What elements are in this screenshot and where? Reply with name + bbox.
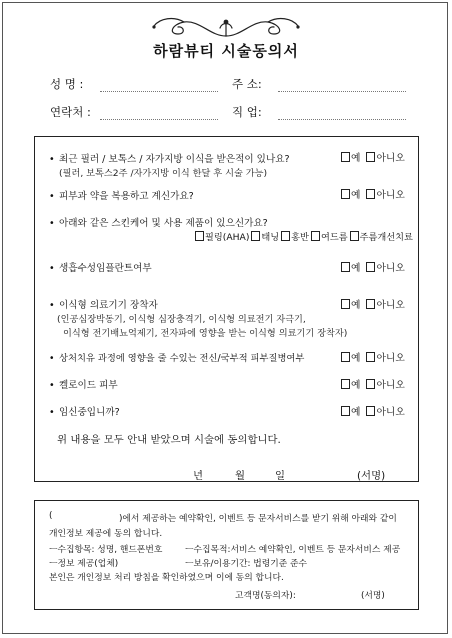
checkbox-yes[interactable]: [341, 299, 350, 309]
checkbox-yes[interactable]: [341, 352, 350, 362]
checkbox-peeling[interactable]: [195, 231, 204, 241]
question-recent-filler-note: (필러, 보톡스2주 /자가지방 이식 한달 후 시술 가능): [59, 168, 268, 179]
name-field[interactable]: [100, 91, 218, 92]
address-field[interactable]: [278, 91, 406, 92]
checkbox-yes[interactable]: [341, 152, 350, 162]
question-implanted-device-answer: 예 아니오: [341, 297, 405, 311]
checkbox-no[interactable]: [366, 189, 375, 199]
question-dermatology-meds-answer: 예 아니오: [341, 187, 405, 201]
privacy-intro: )에서 제공하는 예약확인, 이벤트 등 문자서비스를 받기 위해 아래와 같이: [119, 514, 397, 524]
checkbox-no[interactable]: [366, 262, 375, 272]
option-tanning: 태닝: [251, 229, 279, 243]
checkbox-acne[interactable]: [311, 231, 320, 241]
skincare-options: [195, 229, 415, 243]
privacy-retention: ㅡ보유/이용기간: 법령기준 준수: [185, 559, 307, 569]
privacy-intro-cont: 개인정보 제공에 동의 합니다.: [49, 529, 163, 539]
date-year: 년: [193, 470, 204, 482]
question-implanted-device-note-2: 이식형 전기배뇨억제기, 전자파에 영향을 받는 이식형 의료기기 장착자): [63, 328, 348, 339]
contact-field[interactable]: [100, 119, 218, 120]
consent-signature: (서명): [357, 470, 386, 482]
question-recent-filler: • 최근 필러 / 보톡스 / 자가지방 이식을 받은적이 있나요?: [49, 154, 290, 165]
question-bioabsorbable-implant: • 생흡수성임플란트여부: [49, 263, 152, 274]
privacy-collected-items: ㅡ수집항목: 성명, 핸드폰번호: [49, 545, 163, 555]
question-skin-disease-answer: 예 아니오: [341, 350, 405, 364]
consent-statement: 위 내용을 모두 안내 받았으며 시술에 동의합니다.: [57, 434, 281, 446]
question-keloid-answer: 예 아니오: [341, 377, 405, 391]
job-field[interactable]: [278, 119, 406, 120]
question-pregnancy: • 임신중입니까?: [49, 407, 120, 418]
question-keloid: • 켈로이드 피부: [49, 380, 118, 391]
option-peeling: 필링(AHA): [195, 229, 249, 243]
contact-label: 연락처 :: [50, 105, 91, 119]
checkbox-yes[interactable]: [341, 379, 350, 389]
checkbox-erythema[interactable]: [281, 231, 290, 241]
ornament-flourish: [150, 14, 302, 40]
privacy-consent-section: [34, 500, 419, 610]
question-skincare-products: • 아래와 같은 스킨케어 및 사용 제품이 있으신가요?: [49, 218, 268, 229]
option-acne: 여드름: [311, 229, 348, 243]
privacy-confirm: 본인은 개인정보 처리 방침을 확인하였으며 이에 동의 합니다.: [49, 573, 284, 583]
question-skin-disease: • 상처치유 과정에 영향을 줄 수있는 전신/국부적 피부질병여부: [49, 353, 305, 364]
privacy-signature: (서명): [361, 591, 385, 601]
date-month: 월: [235, 470, 246, 482]
job-label: 직 업:: [232, 105, 262, 119]
checkbox-yes[interactable]: [341, 406, 350, 416]
checkbox-wrinkle[interactable]: [350, 231, 359, 241]
name-label: 성 명 :: [50, 77, 84, 91]
page-title: 하람뷰티 시술동의서: [153, 42, 299, 60]
question-bioabsorbable-implant-answer: 예 아니오: [341, 260, 405, 274]
checkbox-yes[interactable]: [341, 262, 350, 272]
question-dermatology-meds: • 피부과 약을 복용하고 계신가요?: [49, 191, 194, 202]
question-pregnancy-answer: 예 아니오: [341, 404, 405, 418]
checkbox-no[interactable]: [366, 406, 375, 416]
question-implanted-device-note-1: (인공심장박동기, 이식형 심장충격기, 이식형 의료전기 자극기,: [57, 314, 306, 325]
option-wrinkle: 주름개선치료: [350, 229, 413, 243]
checkbox-no[interactable]: [366, 352, 375, 362]
question-implanted-device: • 이식형 의료기기 장착자: [49, 300, 158, 311]
checkbox-no[interactable]: [366, 299, 375, 309]
questionnaire-section: [34, 136, 419, 482]
privacy-customer-label: 고객명(동의자):: [235, 591, 296, 601]
checkbox-yes[interactable]: [341, 189, 350, 199]
checkbox-tanning[interactable]: [251, 231, 260, 241]
checkbox-no[interactable]: [366, 152, 375, 162]
date-day: 일: [275, 470, 286, 482]
option-erythema: 홍반: [281, 229, 309, 243]
address-label: 주 소:: [232, 77, 262, 91]
question-recent-filler-answer: 예 아니오: [341, 150, 405, 164]
privacy-purpose: ㅡ수집목적:서비스 예약확인, 이벤트 등 문자서비스 제공: [185, 545, 401, 555]
privacy-open-paren: (: [49, 511, 53, 521]
privacy-provider: ㅡ정보 제공(업체): [49, 559, 119, 569]
checkbox-no[interactable]: [366, 379, 375, 389]
